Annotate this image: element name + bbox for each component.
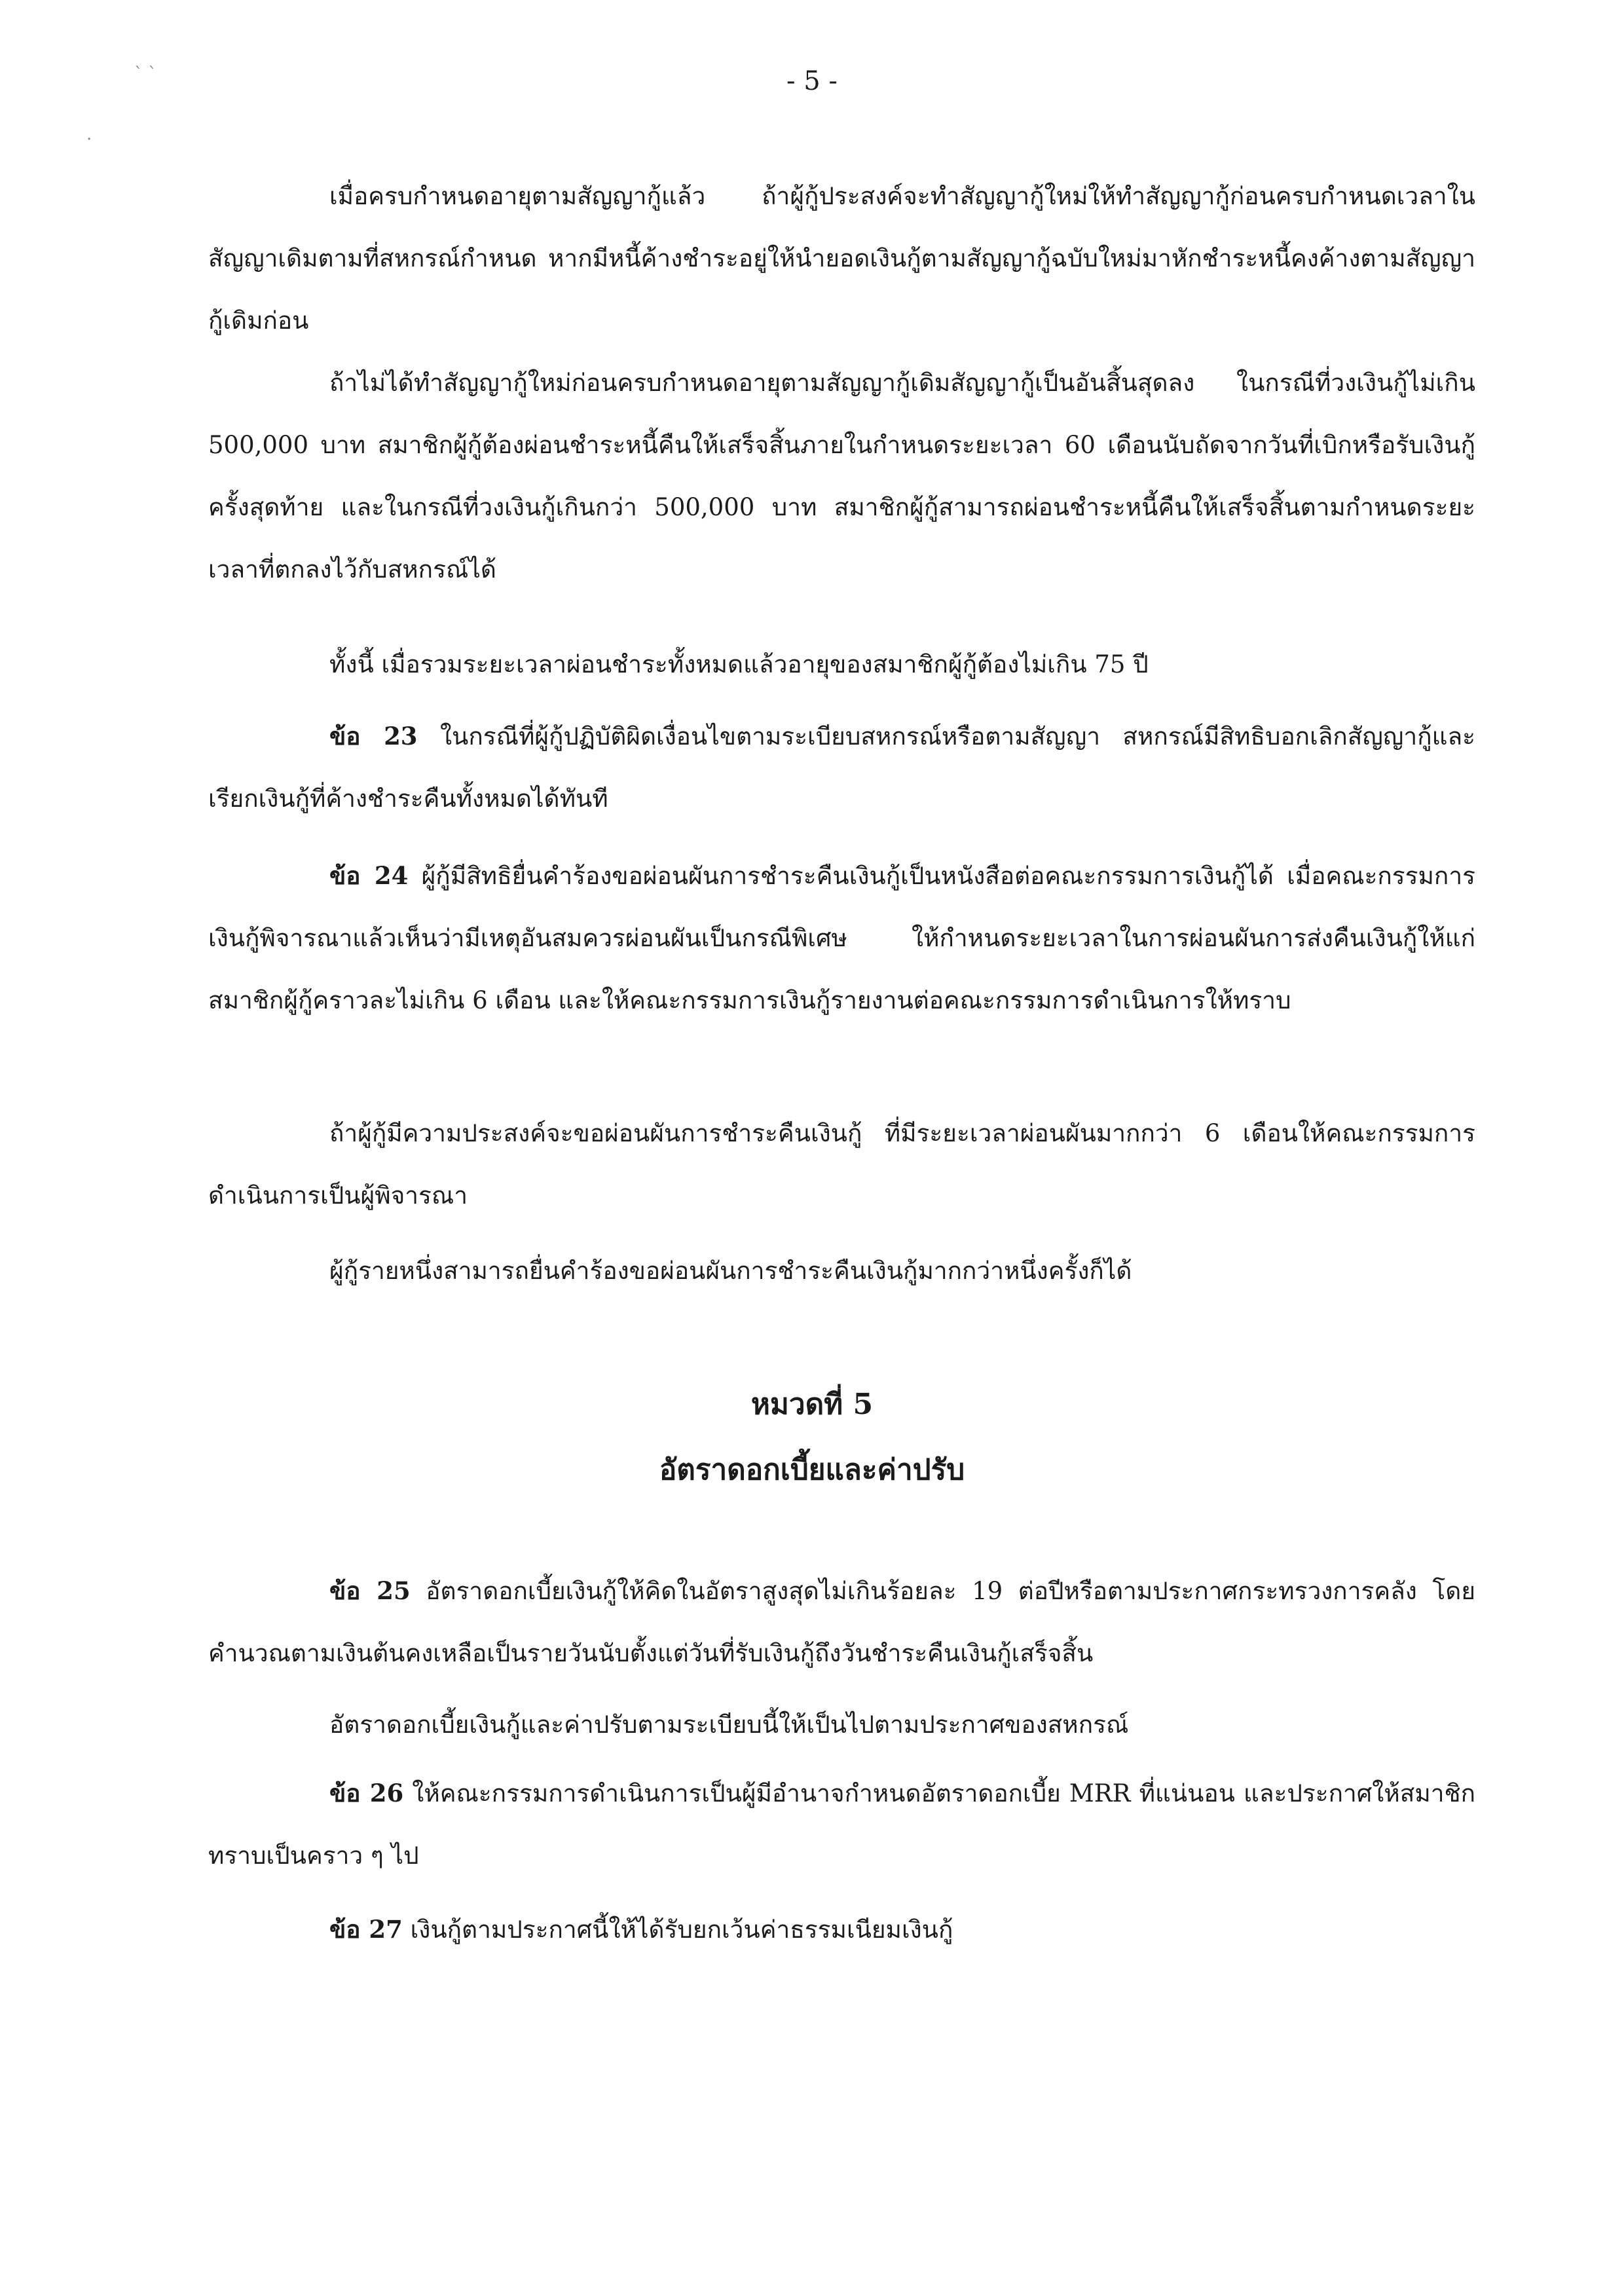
section-title: อัตราดอกเบี้ยและค่าปรับ xyxy=(659,1453,965,1487)
paragraph-loan-renewal xyxy=(208,165,1475,352)
paragraph-age-limit xyxy=(208,633,1475,695)
paragraph-multiple-requests xyxy=(208,1240,1475,1302)
clause-number: ข้อ 24 xyxy=(329,861,409,890)
clause-number: ข้อ 26 xyxy=(329,1779,404,1807)
paragraph-text: ผู้กู้รายหนึ่งสามารถยื่นคำร้องขอผ่อนผันการชำระคืนเงินกู้มากกว่าหนึ่งครั้งก็ได้ xyxy=(329,1257,1132,1285)
clause-number: ข้อ 27 xyxy=(329,1915,403,1944)
paragraph-clause-24 xyxy=(208,845,1475,1031)
paragraph-text: เงินกู้ตามประกาศนี้ให้ได้รับยกเว้นค่าธรรมเนียมเงินกู้ xyxy=(402,1916,953,1944)
paragraph-text: ผู้กู้มีสิทธิยื่นคำร้องขอผ่อนผันการชำระคืนเงินกู้เป็นหนังสือต่อคณะกรรมการเงินกู้ได้ เมื่อคณะกรรมการเงินกู้พิจารณาแล้วเห็นว่ามีเหตุอันสมควรผ่อนผันเป็นกรณีพิเศษ ให้กำหนดระยะเวลาในการผ่อนผันการส่งคืนเงินกู้ให้แก่สมาชิกผู้กู้คราวละไม่เกิน 6 เดือน และให้คณะกรรมการเงินกู้รายงานต่อคณะกรรมการดำเนินการให้ทราบ xyxy=(208,862,1475,1014)
paragraph-text: ถ้าผู้กู้มีความประสงค์จะขอผ่อนผันการชำระคืนเงินกู้ ที่มีระยะเวลาผ่อนผันมากกว่า 6 เดือนให้คณะกรรมการดำเนินการเป็นผู้พิจารณา xyxy=(208,1119,1475,1210)
paragraph-clause-27 xyxy=(208,1898,1475,1961)
paragraph-loan-term-end xyxy=(208,352,1475,601)
paragraph-text: อัตราดอกเบี้ยเงินกู้และค่าปรับตามระเบียบนี้ให้เป็นไปตามประกาศของสหกรณ์ xyxy=(329,1711,1129,1739)
section-number: หมวดที่ 5 xyxy=(750,1388,874,1421)
paragraph-text: ทั้งนี้ เมื่อรวมระยะเวลาผ่อนชำระทั้งหมดแล้วอายุของสมาชิกผู้กู้ต้องไม่เกิน 75 ปี xyxy=(329,650,1149,678)
paragraph-clause-23 xyxy=(208,705,1475,830)
paragraph-text: ให้คณะกรรมการดำเนินการเป็นผู้มีอำนาจกำหนดอัตราดอกเบี้ย MRR ที่แน่นอน และประกาศให้สมาชิกทราบเป็นคราว ๆ ไป xyxy=(208,1779,1476,1870)
scan-speck: ` ` xyxy=(134,64,157,84)
clause-number: ข้อ 23 xyxy=(329,722,418,750)
paragraph-text: ถ้าไม่ได้ทำสัญญากู้ใหม่ก่อนครบกำหนดอายุตามสัญญากู้เดิมสัญญากู้เป็นอันสิ้นสุดลง ในกรณีที่วงเงินกู้ไม่เกิน 500,000 บาท สมาชิกผู้กู้ต้องผ่อนชำระหนี้คืนให้เสร็จสิ้นภายในกำหนดระยะเวลา 60 เดือนนับถัดจากวันที่เบิกหรือรับเงินกู้ครั้งสุดท้าย และในกรณีที่วงเงินกู้เกินกว่า 500,000 บาท สมาชิกผู้กู้สามารถผ่อนชำระหนี้คืนให้เสร็จสิ้นตามกำหนดระยะเวลาที่ตกลงไว้กับสหกรณ์ได้ xyxy=(208,369,1475,583)
paragraph-clause-25 xyxy=(208,1560,1475,1684)
paragraph-text: อัตราดอกเบี้ยเงินกู้ให้คิดในอัตราสูงสุดไม่เกินร้อยละ 19 ต่อปีหรือตามประกาศกระทรวงการคลัง โดยคำนวณตามเงินต้นคงเหลือเป็นรายวันนับตั้งแต่วันที่รับเงินกู้ถึงวันชำระคืนเงินกู้เสร็จสิ้น xyxy=(208,1577,1475,1667)
paragraph-clause-26 xyxy=(208,1762,1475,1887)
paragraph-text: เมื่อครบกำหนดอายุตามสัญญากู้แล้ว ถ้าผู้กู้ประสงค์จะทำสัญญากู้ใหม่ให้ทำสัญญากู้ก่อนครบกำหนดเวลาในสัญญาเดิมตามที่สหกรณ์กำหนด หากมีหนี้ค้างชำระอยู่ให้นำยอดเงินกู้ตามสัญญากู้ฉบับใหม่มาหักชำระหนี้คงค้างตามสัญญากู้เดิมก่อน xyxy=(208,182,1475,335)
clause-number: ข้อ 25 xyxy=(329,1576,411,1605)
paragraph-interest-announcement xyxy=(208,1694,1475,1756)
paragraph-text: ในกรณีที่ผู้กู้ปฏิบัติผิดเงื่อนไขตามระเบียบสหกรณ์หรือตามสัญญา สหกรณ์มีสิทธิบอกเลิกสัญญากู้และเรียกเงินกู้ที่ค้างชำระคืนทั้งหมดได้ทันที xyxy=(208,722,1475,813)
page-number: - 5 - xyxy=(786,66,838,96)
paragraph-deferral-over-6-months xyxy=(208,1102,1475,1227)
scan-speck: . xyxy=(86,124,92,144)
